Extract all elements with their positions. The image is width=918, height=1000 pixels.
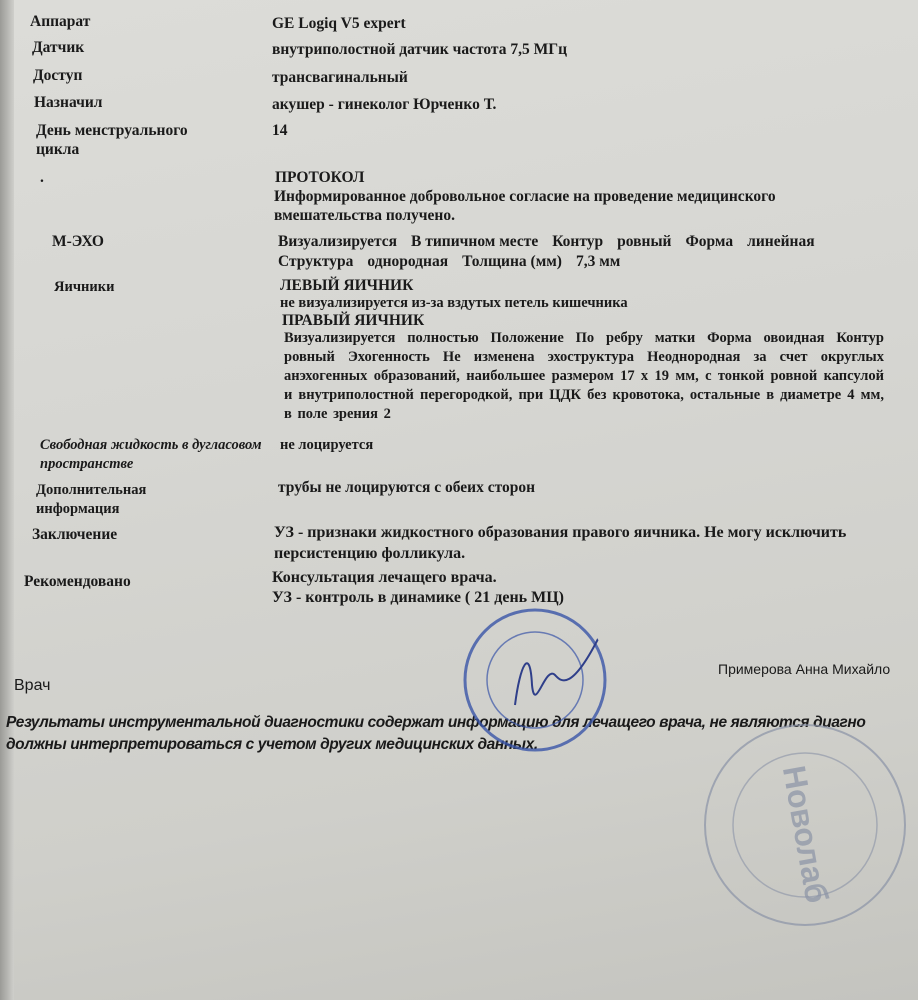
svg-text:Новолаб: Новолаб (775, 762, 836, 906)
signature (515, 635, 600, 705)
label-access: Доступ (33, 67, 83, 84)
label-apparatus: Аппарат (30, 13, 91, 30)
value-free-fluid: не лоцируется (280, 437, 374, 453)
disclaimer-line2: должны интерпретироваться с учетом других медицинских данных. (6, 736, 538, 753)
m-echo-term: однородная (367, 253, 449, 270)
m-echo-line2 (278, 252, 878, 271)
label-ovaries: Яичники (54, 279, 115, 295)
right-ovary-text: Визуализируется полностью Положение По ребру матки Форма овоидная Контур ровный Эхогенность Не изменена эхоструктура Неоднородная за счет округлых анэхогенных образований, наибольшее размером 17 х 19 мм, с тонкой ровной капсулой и внутриполостной перегородкой, при ЦДК без кровотока, остальные в диаметре 4 мм, в поле зрения 2 (284, 330, 884, 422)
m-echo-term: Контур (552, 233, 604, 250)
m-echo-term: Структура (278, 253, 354, 270)
left-ovary-title: ЛЕВЫЙ ЯИЧНИК (280, 277, 414, 294)
m-echo-term: В типичном месте (411, 233, 539, 250)
value-sensor: внутриполостной датчик частота 7,5 МГц (272, 41, 568, 58)
label-recommended: Рекомендовано (24, 573, 131, 590)
value-access: трансвагинальный (272, 69, 408, 86)
doctor-stamp (460, 605, 610, 755)
doctor-name: Примерова Анна Михайло (718, 661, 891, 677)
value-additional: трубы не лоцируются с обеих сторон (278, 479, 536, 496)
protocol-title: ПРОТОКОЛ (275, 169, 365, 186)
value-cycle-day: 14 (272, 122, 288, 139)
right-ovary-title: ПРАВЫЙ ЯИЧНИК (282, 312, 425, 329)
m-echo-term: Визуализируется (278, 233, 398, 250)
consent-text: Информированное добровольное согласие на проведение медицинского вмешательства получено. (274, 188, 776, 224)
label-sensor: Датчик (32, 39, 85, 56)
disclaimer-line1: Результаты инструментальной диагностики содержат информацию для лечащего врача, не являются диагно (6, 714, 866, 731)
m-echo-term: ровный (617, 233, 672, 250)
m-echo-term: 7,3 мм (575, 253, 621, 270)
label-doctor: Врач (14, 677, 51, 694)
recommended-line2: УЗ - контроль в динамике ( 21 день МЦ) (272, 589, 564, 606)
label-m-echo: М-ЭХО (52, 233, 104, 250)
protocol-bullet: . (40, 169, 44, 186)
organization-stamp (700, 720, 910, 930)
m-echo-line1 (278, 232, 878, 251)
label-conclusion: Заключение (32, 526, 118, 543)
m-echo-term: линейная (747, 233, 815, 250)
value-conclusion: УЗ - признаки жидкостного образования правого яичника. Не могу исключить персистенцию фолликула. (274, 524, 847, 562)
label-cycle-day: День менструального цикла (36, 122, 188, 158)
recommended-line1: Консультация лечащего врача. (272, 569, 497, 586)
left-ovary-text: не визуализируется из-за вздутых петель кишечника (280, 295, 628, 311)
paper-edge-shadow (0, 0, 14, 1000)
value-referrer: акушер - гинеколог Юрченко Т. (272, 96, 497, 113)
m-echo-term: Толщина (мм) (462, 253, 562, 270)
label-referrer: Назначил (34, 94, 103, 111)
label-additional: Дополнительная информация (36, 482, 147, 517)
label-free-fluid: Свободная жидкость в дугласовом пространстве (40, 437, 262, 472)
value-apparatus: GE Logiq V5 expert (272, 15, 406, 32)
m-echo-term: Форма (685, 233, 734, 250)
